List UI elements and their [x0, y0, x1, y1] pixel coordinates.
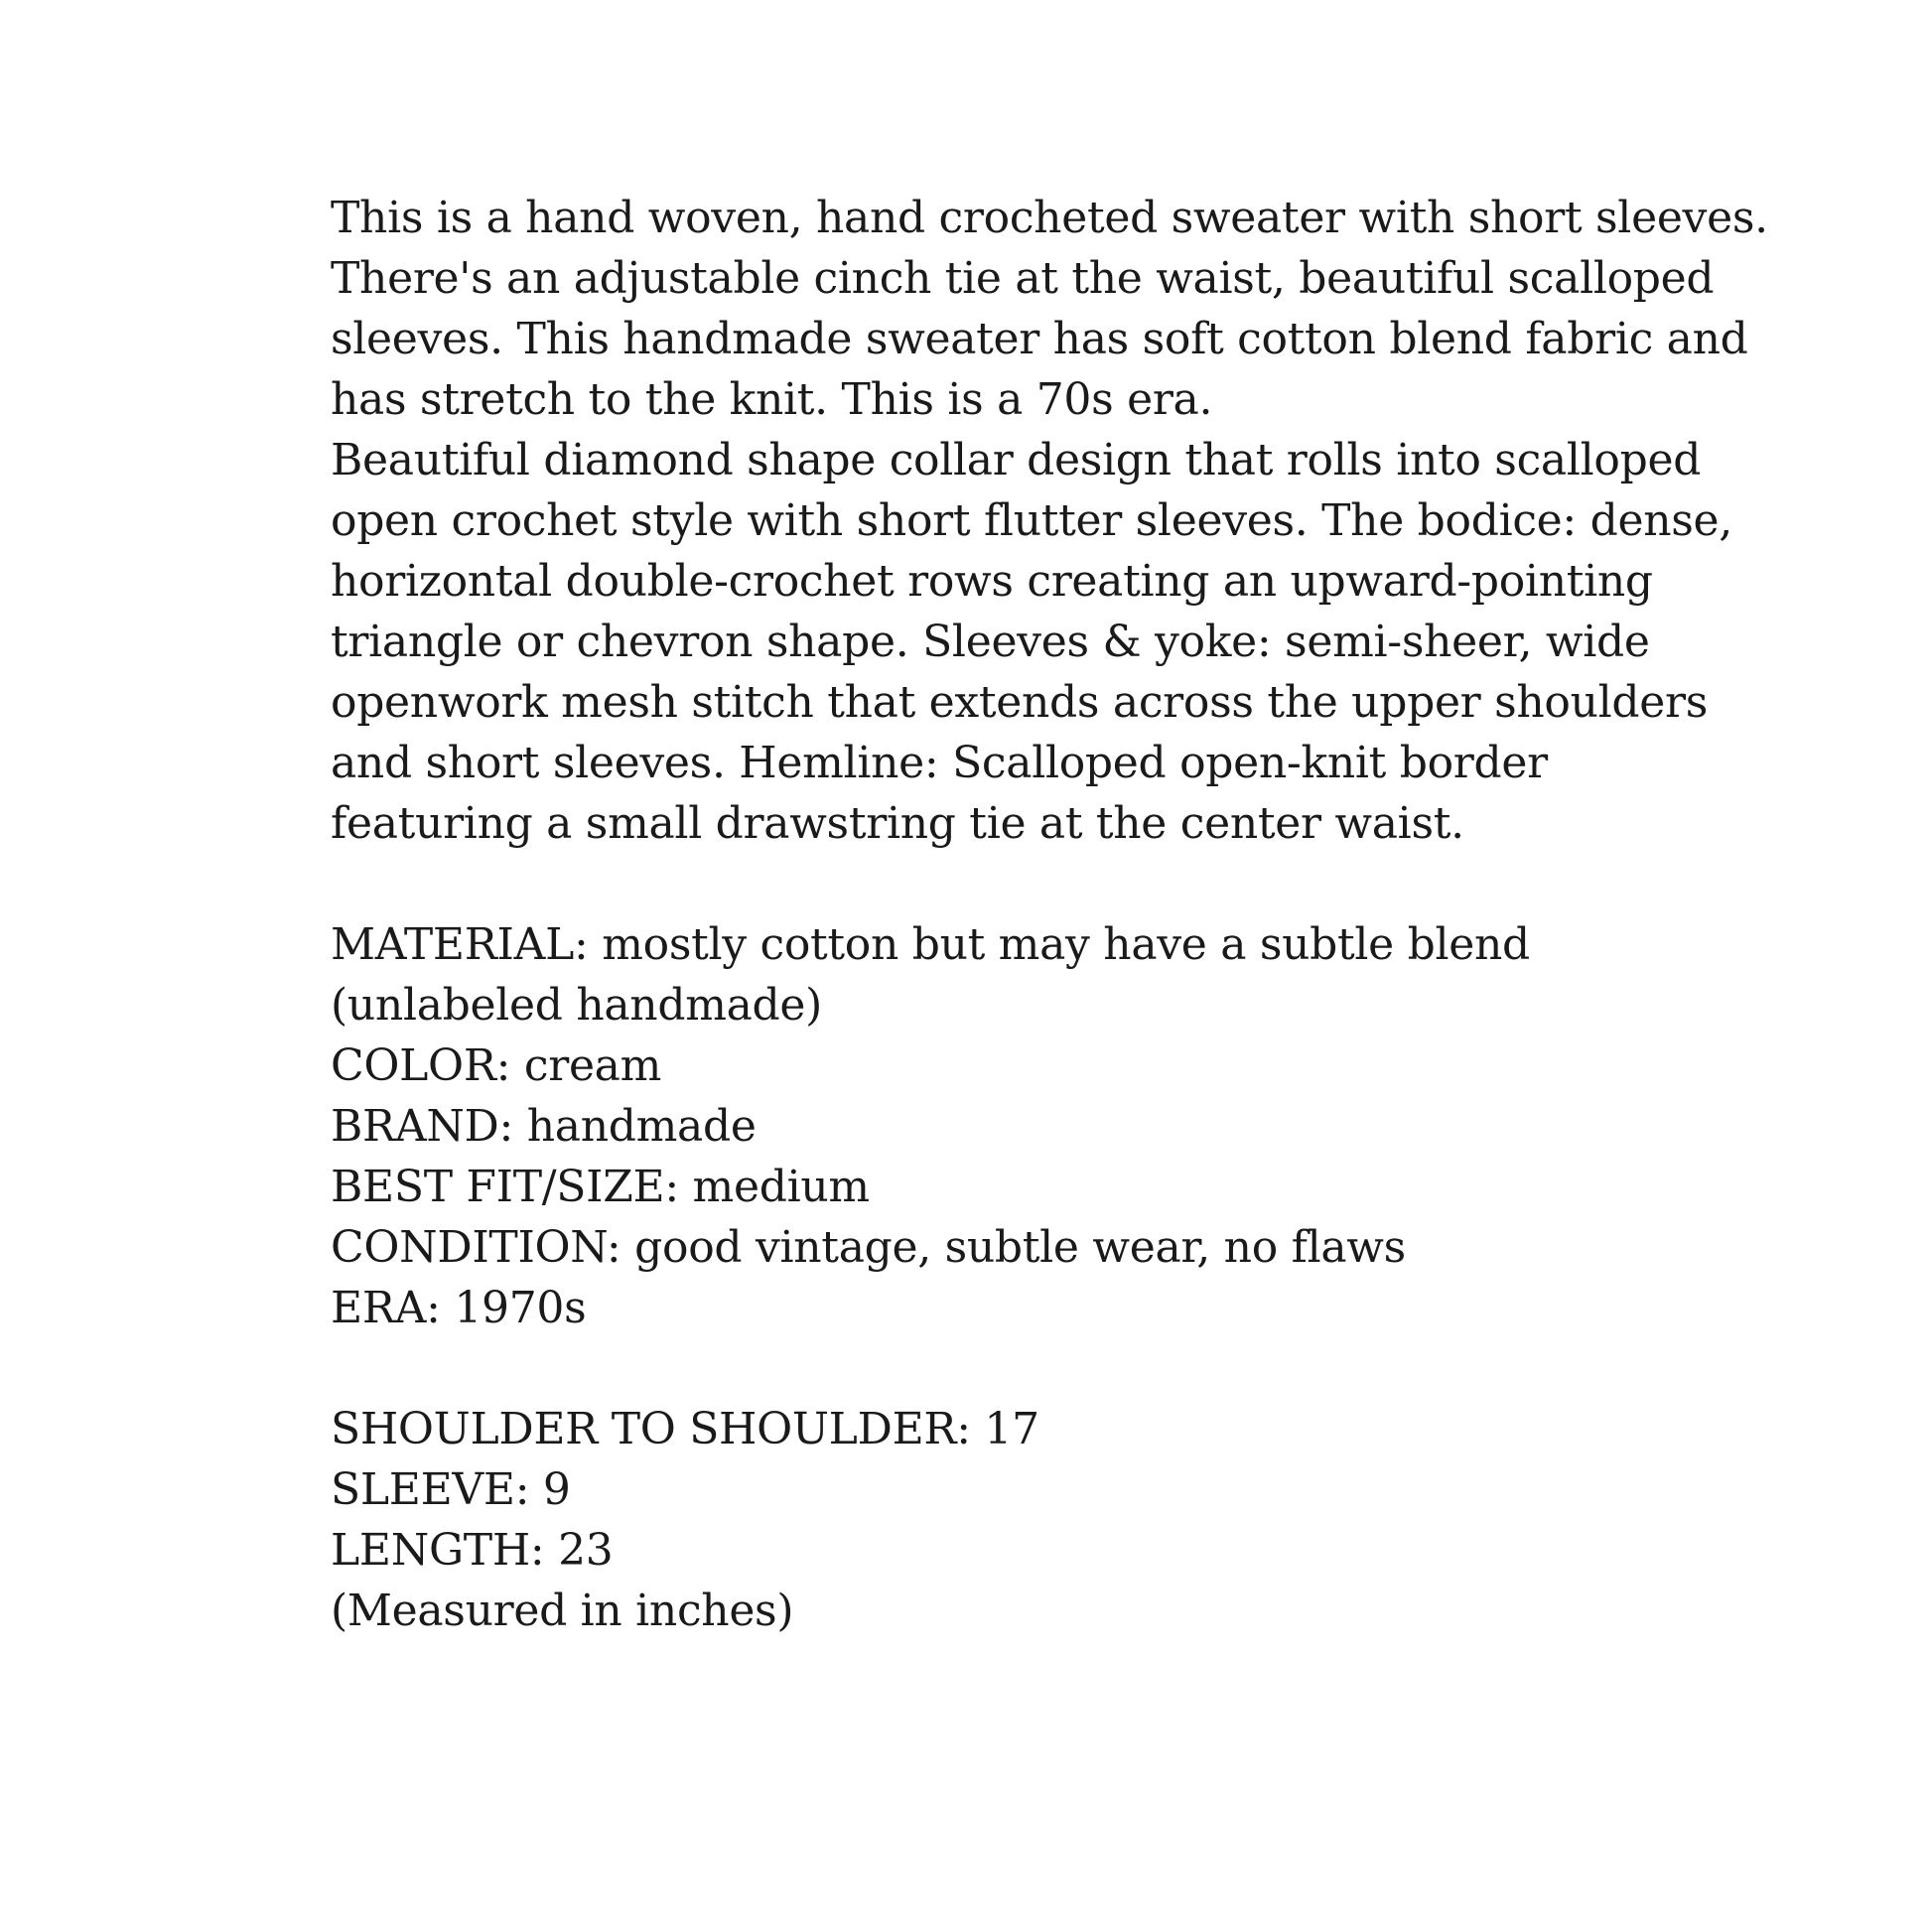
description-line: horizontal double-crochet rows creating an upward-pointing [331, 556, 1653, 607]
length-measurement: LENGTH: 23 [331, 1525, 614, 1576]
description-line: triangle or chevron shape. Sleeves & yoke: semi-sheer, wide [331, 617, 1650, 667]
spacer [331, 854, 1641, 914]
listing-description [331, 188, 1768, 1641]
era-line: ERA: 1970s [331, 1283, 587, 1333]
condition-line: CONDITION: good vintage, subtle wear, no flaws [331, 1222, 1406, 1273]
description-line: featuring a small drawstring tie at the center waist. [331, 798, 1464, 849]
unit-note: (Measured in inches) [331, 1586, 794, 1636]
sleeve-measurement: SLEEVE: 9 [331, 1464, 571, 1515]
brand-line: BRAND: handmade [331, 1101, 757, 1152]
description-line: has stretch to the knit. This is a 70s era. [331, 374, 1213, 425]
material-note: (unlabeled handmade) [331, 980, 823, 1031]
description-line: sleeves. This handmade sweater has soft cotton blend fabric and [331, 314, 1748, 364]
size-line: BEST FIT/SIZE: medium [331, 1162, 870, 1212]
description-line: openwork mesh stitch that extends across the upper shoulders [331, 677, 1709, 728]
description-line: There's an adjustable cinch tie at the waist, beautiful scalloped [331, 253, 1715, 304]
shoulder-measurement: SHOULDER TO SHOULDER: 17 [331, 1404, 1039, 1454]
measurements-list [331, 1399, 1641, 1641]
spacer [331, 1338, 1641, 1399]
description-line: Beautiful diamond shape collar design that rolls into scalloped [331, 435, 1702, 485]
color-line: COLOR: cream [331, 1040, 662, 1091]
material-line: MATERIAL: mostly cotton but may have a subtle blend [331, 919, 1530, 970]
description-line: open crochet style with short flutter sleeves. The bodice: dense, [331, 495, 1732, 546]
description-line: This is a hand woven, hand crocheted sweater with short sleeves. [331, 193, 1768, 243]
description-paragraph [331, 188, 1768, 854]
description-line: and short sleeves. Hemline: Scalloped open-knit border [331, 738, 1548, 788]
details-list [331, 914, 1641, 1338]
